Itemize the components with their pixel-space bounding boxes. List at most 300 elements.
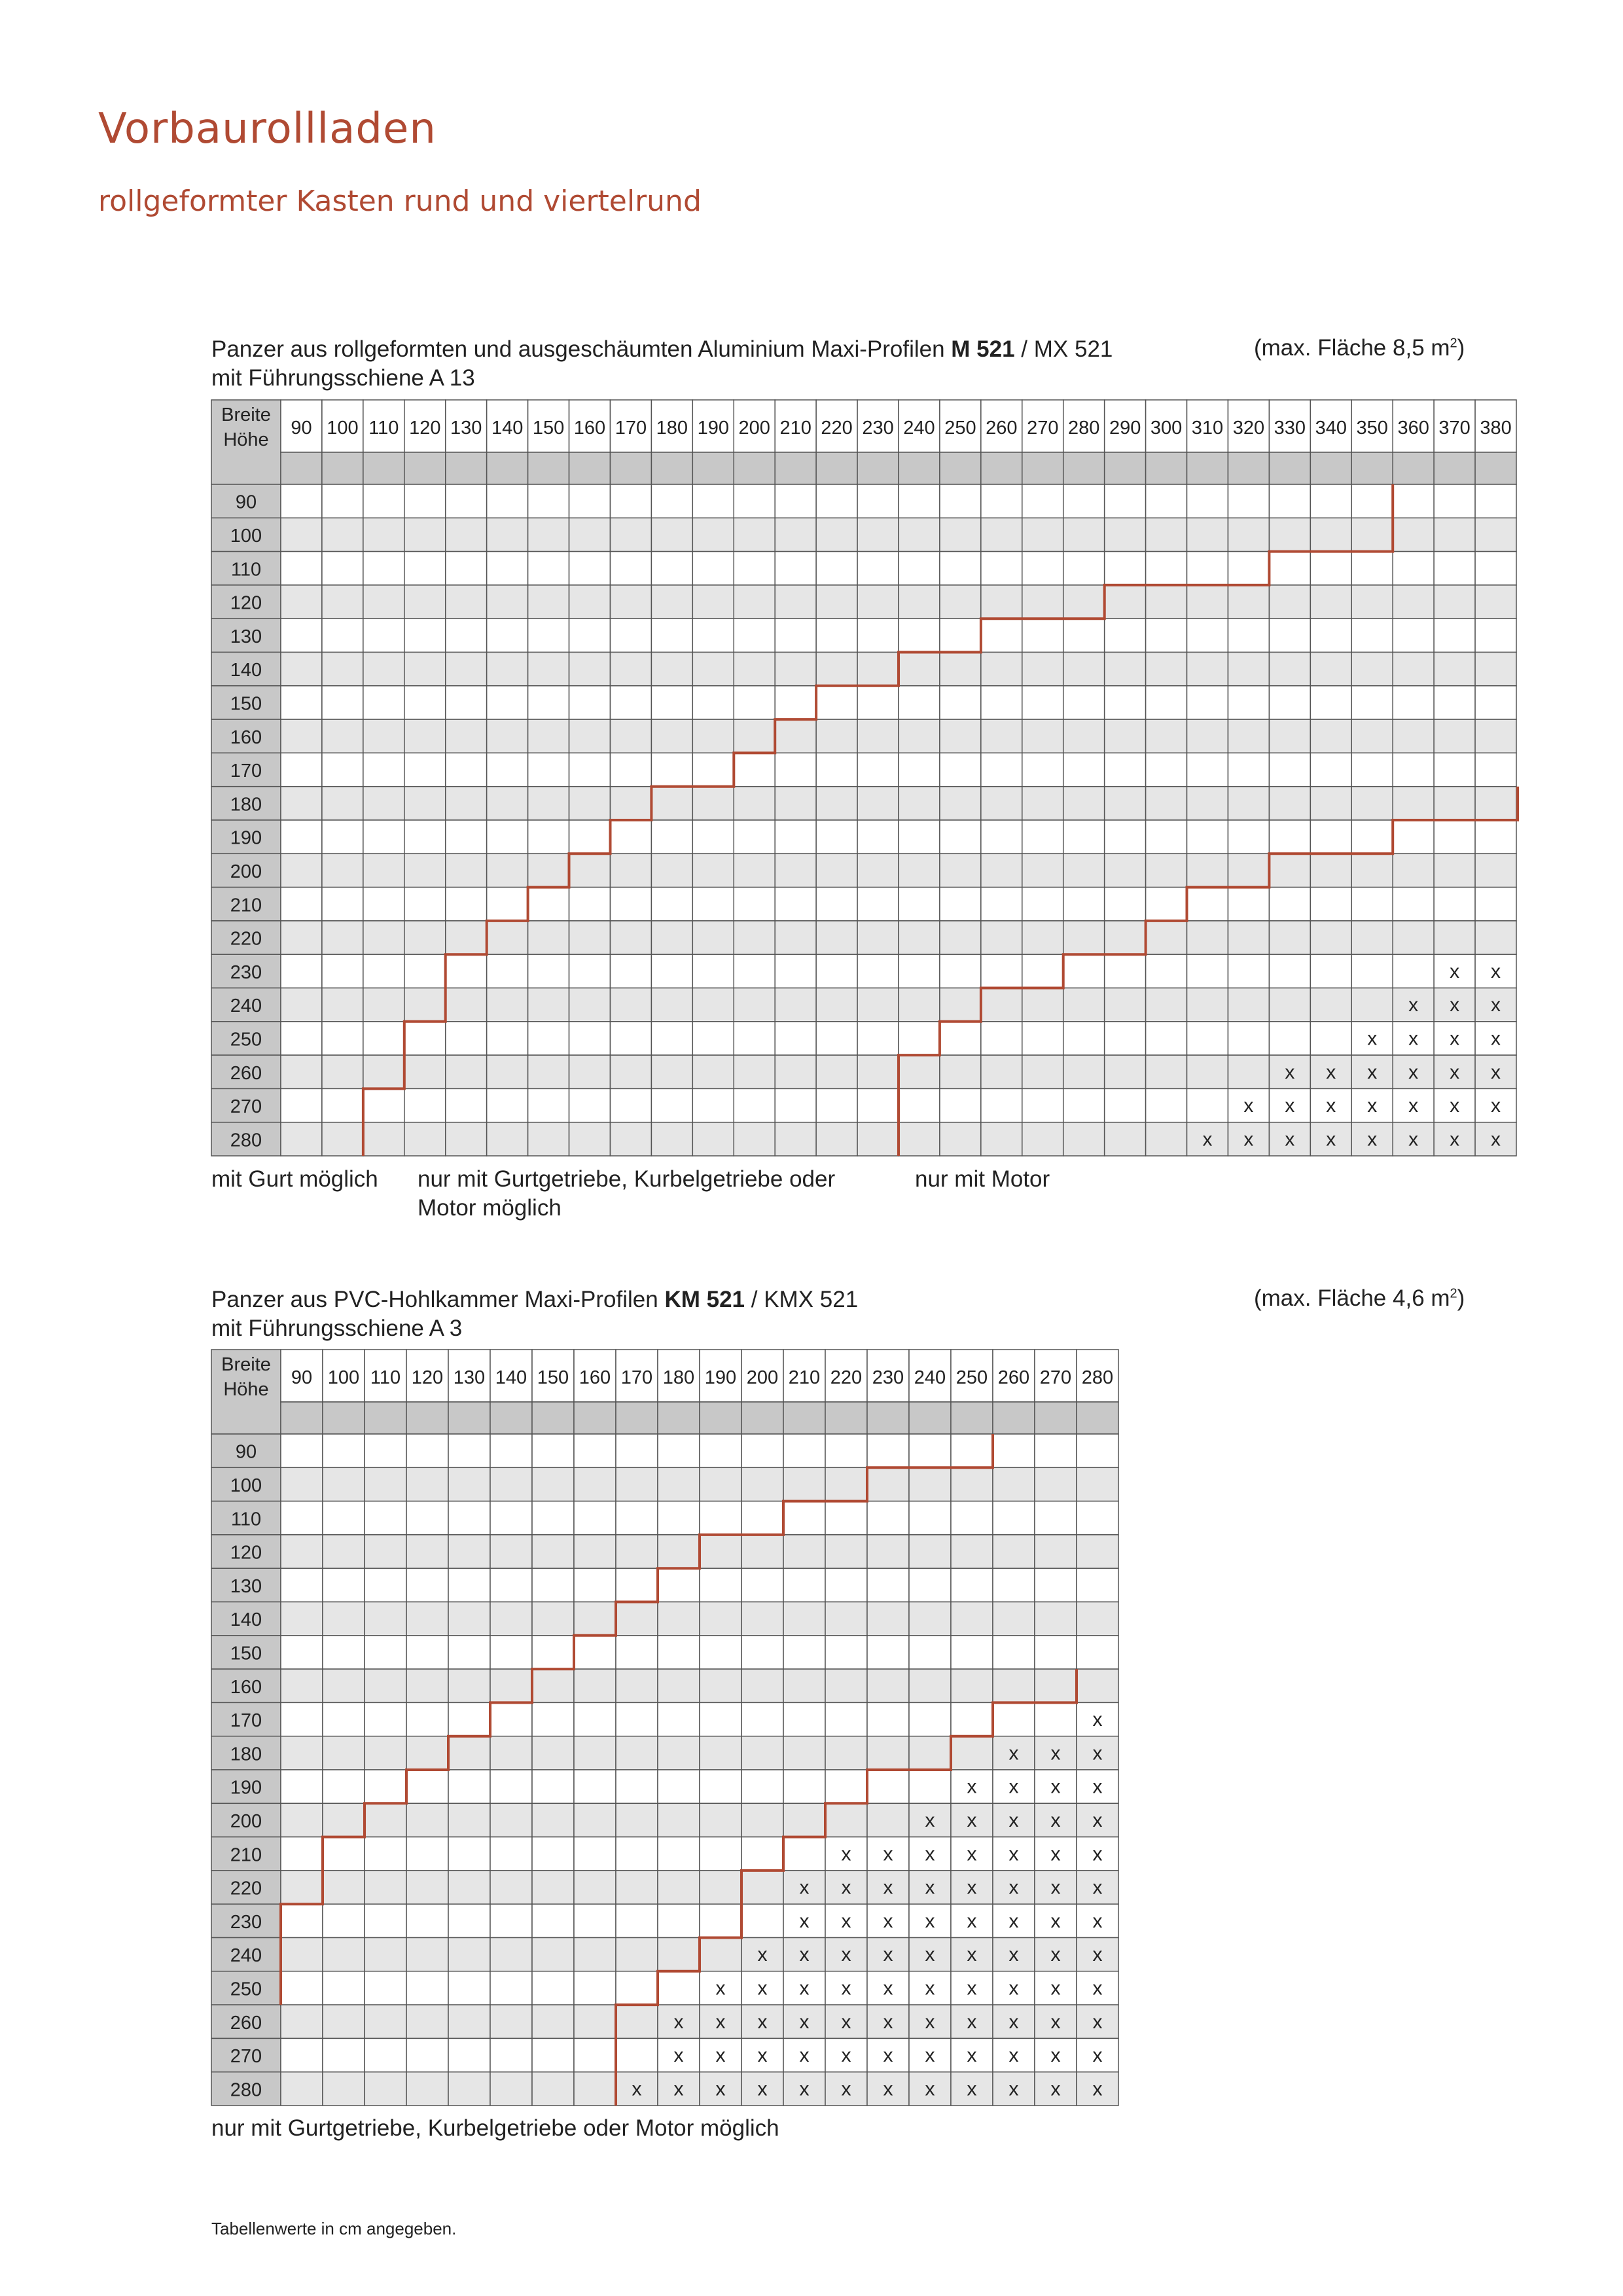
table-cell [532, 1971, 574, 2005]
table-cell [532, 1467, 574, 1501]
table-cell [532, 1803, 574, 1837]
table-cell [490, 1803, 532, 1837]
table-cell [448, 1938, 490, 1971]
not-possible-mark: x [1285, 1128, 1295, 1151]
table2-max-area-text: (max. Fläche 4,6 m [1254, 1285, 1450, 1311]
table-cell [867, 1602, 909, 1636]
table-cell [490, 1535, 532, 1568]
table-cell [574, 2072, 616, 2106]
not-possible-mark: x [799, 1910, 810, 1932]
table-cell [783, 1803, 825, 1837]
table-cell [281, 1568, 323, 1602]
table-cell [700, 1501, 741, 1535]
width-header-label: 250 [955, 1367, 988, 1388]
table-cell [741, 1837, 783, 1871]
table-cell [658, 1501, 700, 1535]
not-possible-mark: x [841, 2078, 851, 2100]
not-possible-mark: x [883, 2078, 893, 2100]
height-label: 260 [230, 1062, 262, 1084]
table-cell [700, 1535, 741, 1568]
not-possible-mark: x [1008, 1944, 1019, 1966]
header-spacer-cell [867, 1402, 909, 1434]
width-header-label: 190 [704, 1367, 737, 1388]
table-cell [323, 1736, 365, 1770]
height-label: 160 [230, 1676, 262, 1698]
header-spacer-cell [574, 1402, 616, 1434]
table1-caption-profile: M 521 [951, 336, 1015, 362]
table-cell [741, 1535, 783, 1568]
table-cell [616, 2005, 658, 2038]
table-cell [365, 1938, 406, 1971]
table-cell [365, 1971, 406, 2005]
header-spacer-cell [783, 1402, 825, 1434]
table-cell [993, 1535, 1035, 1568]
table-cell [616, 1971, 658, 2005]
table-cell [406, 1770, 448, 1803]
table-cell [616, 1904, 658, 1937]
height-label: 150 [230, 693, 262, 715]
table-cell [825, 1568, 867, 1602]
not-possible-mark: x [757, 2045, 768, 2067]
table-cell [323, 1434, 365, 1467]
width-header-label: 240 [914, 1367, 946, 1388]
table-cell [867, 1501, 909, 1535]
header-spacer-cell [741, 1402, 783, 1434]
table-cell [323, 1669, 365, 1702]
table-cell [574, 1770, 616, 1803]
table-cell [365, 2005, 406, 2038]
table-cell [448, 1904, 490, 1937]
table-cell [783, 1501, 825, 1535]
table-cell [1035, 1669, 1077, 1702]
height-label: 220 [230, 928, 262, 950]
not-possible-mark: x [1092, 2011, 1103, 2033]
table-cell [365, 1702, 406, 1736]
table-cell [406, 1669, 448, 1702]
table-cell [448, 1971, 490, 2005]
table2-note-getriebe [211, 2114, 779, 2143]
table-cell [700, 1702, 741, 1736]
table-cell [700, 1938, 741, 1971]
not-possible-mark: x [967, 1977, 977, 2000]
table-cell [700, 1803, 741, 1837]
table-cell [909, 1736, 951, 1770]
table-cell [281, 1871, 323, 1904]
width-header-label: 150 [532, 418, 565, 439]
table-cell [281, 1770, 323, 1803]
width-header-label: 90 [291, 1367, 313, 1388]
table-cell [616, 1568, 658, 1602]
table-cell [909, 1467, 951, 1501]
width-header-label: 330 [1274, 418, 1306, 439]
table-cell [365, 1467, 406, 1501]
not-possible-mark: x [883, 1977, 893, 2000]
table-cell [281, 1938, 323, 1971]
table-cell [741, 1434, 783, 1467]
width-header-label: 250 [944, 418, 976, 439]
not-possible-mark: x [883, 1944, 893, 1966]
width-header-label: 210 [788, 1367, 821, 1388]
not-possible-mark: x [1008, 1977, 1019, 2000]
header-spacer-cell [406, 1402, 448, 1434]
height-label: 200 [230, 1810, 262, 1832]
not-possible-mark: x [925, 1843, 935, 1865]
width-header-label: 90 [291, 418, 312, 439]
not-possible-mark: x [967, 1876, 977, 1899]
table-cell [365, 1770, 406, 1803]
not-possible-mark: x [1008, 2078, 1019, 2100]
table-cell [741, 1904, 783, 1937]
table-cell [1077, 1535, 1118, 1568]
not-possible-mark: x [1491, 1128, 1501, 1151]
not-possible-mark: x [715, 2078, 726, 2100]
table-cell [448, 1501, 490, 1535]
table-cell [909, 1501, 951, 1535]
table-cell [700, 1602, 741, 1636]
header-spacer-cell [909, 1402, 951, 1434]
not-possible-mark: x [1408, 994, 1419, 1016]
table-cell [700, 1669, 741, 1702]
table-cell [490, 1501, 532, 1535]
table-cell [909, 1602, 951, 1636]
not-possible-mark: x [1050, 1876, 1061, 1899]
not-possible-mark: x [1008, 2045, 1019, 2067]
width-header-label: 140 [491, 418, 524, 439]
width-header-label: 180 [656, 418, 688, 439]
not-possible-mark: x [1050, 2045, 1061, 2067]
not-possible-mark: x [1092, 2045, 1103, 2067]
table-cell [281, 1837, 323, 1871]
not-possible-mark: x [1285, 1095, 1295, 1117]
width-header-label: 130 [450, 418, 482, 439]
table2-caption-text: Panzer aus PVC-Hohlkammer Maxi-Profilen [211, 1287, 665, 1312]
height-label: 90 [235, 492, 257, 513]
table-cell [741, 1871, 783, 1904]
table-cell [867, 1636, 909, 1669]
table-cell [490, 1770, 532, 1803]
table-cell [741, 1501, 783, 1535]
table-cell [406, 1467, 448, 1501]
table1-max-area-close: ) [1457, 335, 1465, 361]
not-possible-mark: x [1050, 1742, 1061, 1765]
not-possible-mark: x [1008, 1843, 1019, 1865]
table-cell [406, 1837, 448, 1871]
table-cell [616, 1837, 658, 1871]
header-spacer-cell [993, 1402, 1035, 1434]
table-cell [281, 1602, 323, 1636]
table-cell [281, 1803, 323, 1837]
table-cell [1077, 1568, 1118, 1602]
table-cell [741, 1669, 783, 1702]
table-cell [658, 1467, 700, 1501]
width-header-label: 130 [453, 1367, 486, 1388]
table-cell [532, 1501, 574, 1535]
table-cell [783, 1669, 825, 1702]
table-cell [658, 1904, 700, 1937]
table-cell [741, 1736, 783, 1770]
table-cell [323, 1904, 365, 1937]
table-cell [323, 1938, 365, 1971]
not-possible-mark: x [1092, 1843, 1103, 1865]
table-cell [909, 1434, 951, 1467]
table-cell [281, 1501, 323, 1535]
table-cell [658, 1535, 700, 1568]
table-cell [532, 1535, 574, 1568]
header-spacer-cell [281, 1402, 323, 1434]
width-header-label: 280 [1068, 418, 1100, 439]
table-cell [825, 1467, 867, 1501]
table1-max-area-sup: 2 [1450, 336, 1457, 351]
not-possible-mark: x [841, 2011, 851, 2033]
table1-caption-alt-profile: / MX 521 [1014, 336, 1113, 362]
table-cell [574, 1871, 616, 1904]
not-possible-mark: x [715, 2011, 726, 2033]
not-possible-mark: x [757, 1977, 768, 2000]
not-possible-mark: x [1367, 1061, 1378, 1083]
table-cell [574, 1837, 616, 1871]
table-cell [616, 1434, 658, 1467]
table-cell [825, 1702, 867, 1736]
not-possible-mark: x [967, 1944, 977, 1966]
table-cell [616, 2038, 658, 2072]
not-possible-mark: x [883, 1876, 893, 1899]
table-cell [532, 1636, 574, 1669]
table-cell [406, 1971, 448, 2005]
not-possible-mark: x [883, 2011, 893, 2033]
table-cell [867, 1770, 909, 1803]
table-cell [323, 1971, 365, 2005]
not-possible-mark: x [757, 1944, 768, 1966]
table1-note-motor-line: nur mit Motor [915, 1166, 1050, 1192]
table-cell [365, 1636, 406, 1669]
not-possible-mark: x [1491, 994, 1501, 1016]
not-possible-mark: x [1050, 2078, 1061, 2100]
not-possible-mark: x [1491, 1095, 1501, 1117]
table-cell [825, 1501, 867, 1535]
not-possible-mark: x [1050, 1944, 1061, 1966]
width-header-label: 300 [1150, 418, 1183, 439]
not-possible-mark: x [1450, 1061, 1460, 1083]
not-possible-mark: x [1491, 960, 1501, 982]
width-header-label: 280 [1081, 1367, 1114, 1388]
table-cell [406, 2005, 448, 2038]
not-possible-mark: x [925, 1944, 935, 1966]
table-cell [825, 1770, 867, 1803]
height-label: 100 [230, 525, 262, 547]
header-spacer-cell [825, 1402, 867, 1434]
width-header-label: 210 [779, 418, 812, 439]
table-cell [490, 1736, 532, 1770]
header-spacer-cell [1035, 1402, 1077, 1434]
not-possible-mark: x [925, 1910, 935, 1932]
table-cell [490, 1971, 532, 2005]
table-cell [867, 1669, 909, 1702]
table1-caption-rail: mit Führungsschiene A 13 [211, 365, 475, 391]
table-cell [365, 1736, 406, 1770]
table-cell [323, 1803, 365, 1837]
table-cell [658, 1938, 700, 1971]
width-header-label: 370 [1438, 418, 1471, 439]
corner-label-height: Höhe [223, 1379, 269, 1400]
not-possible-mark: x [1450, 1095, 1460, 1117]
table-cell [909, 1535, 951, 1568]
not-possible-mark: x [1243, 1095, 1254, 1117]
table-cell [1035, 1434, 1077, 1467]
table-cell [406, 1636, 448, 1669]
width-header-label: 260 [997, 1367, 1030, 1388]
table-cell [365, 1535, 406, 1568]
table-cell [406, 1904, 448, 1937]
table-cell [993, 1602, 1035, 1636]
not-possible-mark: x [841, 1843, 851, 1865]
table-cell [281, 1904, 323, 1937]
table-cell [574, 1904, 616, 1937]
table-cell [532, 1568, 574, 1602]
not-possible-mark: x [673, 2045, 684, 2067]
table-cell [783, 1602, 825, 1636]
table-cell [574, 1636, 616, 1669]
not-possible-mark: x [1450, 1028, 1460, 1050]
table-cell [574, 2038, 616, 2072]
table-cell [951, 1736, 993, 1770]
table-cell [406, 2038, 448, 2072]
table-cell [783, 1535, 825, 1568]
table-cell [490, 1568, 532, 1602]
table1-note-gurt-line: mit Gurt möglich [211, 1166, 378, 1192]
not-possible-mark: x [925, 1809, 935, 1831]
table-cell [323, 1602, 365, 1636]
not-possible-mark: x [1408, 1061, 1419, 1083]
header-spacer-cell [1077, 1402, 1118, 1434]
table-cell [406, 1736, 448, 1770]
not-possible-mark: x [799, 2045, 810, 2067]
not-possible-mark: x [1326, 1061, 1336, 1083]
table-cell [1035, 1467, 1077, 1501]
table-cell [406, 1803, 448, 1837]
table-cell [490, 1904, 532, 1937]
table2-caption-rail: mit Führungsschiene A 3 [211, 1316, 463, 1341]
not-possible-mark: x [1092, 1776, 1103, 1798]
table-cell [783, 1467, 825, 1501]
table-cell [574, 1467, 616, 1501]
table1-note-getriebe-line1: nur mit Gurtgetriebe, Kurbelgetriebe oder [418, 1166, 836, 1192]
not-possible-mark: x [1450, 1128, 1460, 1151]
table-cell [616, 1501, 658, 1535]
not-possible-mark: x [1008, 1809, 1019, 1831]
table-cell [323, 1702, 365, 1736]
width-header-label: 220 [821, 418, 853, 439]
table-cell [490, 1837, 532, 1871]
table-cell [406, 2072, 448, 2106]
height-label: 100 [230, 1475, 262, 1496]
corner-label-width: Breite [221, 1354, 271, 1375]
table-cell [406, 1702, 448, 1736]
table-cell [365, 1803, 406, 1837]
table-cell [406, 1568, 448, 1602]
height-label: 230 [230, 1911, 262, 1933]
not-possible-mark: x [1050, 1977, 1061, 2000]
footer-note: Tabellenwerte in cm angegeben. [211, 2219, 457, 2238]
height-label: 240 [230, 1945, 262, 1967]
table-cell [867, 1702, 909, 1736]
header-spacer-cell [448, 1402, 490, 1434]
table-cell [909, 1568, 951, 1602]
width-header-label: 220 [830, 1367, 863, 1388]
table-cell [658, 1770, 700, 1803]
not-possible-mark: x [1408, 1095, 1419, 1117]
height-label: 190 [230, 1777, 262, 1799]
table-cell [616, 1736, 658, 1770]
table-cell [700, 1636, 741, 1669]
not-possible-mark: x [1367, 1128, 1378, 1151]
not-possible-mark: x [1050, 2011, 1061, 2033]
table-cell [448, 2005, 490, 2038]
not-possible-mark: x [1008, 2011, 1019, 2033]
table1-max-area-text: (max. Fläche 8,5 m [1254, 335, 1450, 361]
table-cell [365, 1501, 406, 1535]
table-cell [783, 1770, 825, 1803]
table-cell [700, 1904, 741, 1937]
table-cell [448, 1770, 490, 1803]
table-cell [406, 1434, 448, 1467]
not-possible-mark: x [1050, 1910, 1061, 1932]
table-cell [365, 1669, 406, 1702]
table-cell [406, 1602, 448, 1636]
not-possible-mark: x [1367, 1028, 1378, 1050]
table-cell [448, 1434, 490, 1467]
table-cell [1077, 1434, 1118, 1467]
not-possible-mark: x [1092, 1944, 1103, 1966]
table-cell [490, 1602, 532, 1636]
not-possible-mark: x [1092, 2078, 1103, 2100]
not-possible-mark: x [673, 2011, 684, 2033]
table-cell [658, 1434, 700, 1467]
table-cell [616, 1535, 658, 1568]
table-cell [741, 1803, 783, 1837]
table-cell [490, 1871, 532, 1904]
table-cell [406, 1871, 448, 1904]
not-possible-mark: x [1050, 1809, 1061, 1831]
not-possible-mark: x [1408, 1028, 1419, 1050]
table-cell [323, 1568, 365, 1602]
width-header-label: 350 [1356, 418, 1388, 439]
table-cell [616, 1636, 658, 1669]
table-cell [1077, 1467, 1118, 1501]
table-cell [532, 2005, 574, 2038]
table-cell [658, 1602, 700, 1636]
width-header-label: 230 [862, 418, 894, 439]
table-cell [658, 1636, 700, 1669]
table-cell [448, 1669, 490, 1702]
table-cell [700, 1770, 741, 1803]
table-cell [993, 1568, 1035, 1602]
table-cell [532, 1837, 574, 1871]
not-possible-mark: x [1008, 1876, 1019, 1899]
height-label: 110 [230, 1509, 262, 1530]
height-label: 270 [230, 1096, 262, 1118]
table-cell [448, 1736, 490, 1770]
not-possible-mark: x [841, 1944, 851, 1966]
width-header-label: 270 [1039, 1367, 1072, 1388]
not-possible-mark: x [1050, 1843, 1061, 1865]
table-cell [574, 1535, 616, 1568]
table2-caption-profile: KM 521 [664, 1287, 745, 1312]
table-cell [825, 1434, 867, 1467]
height-label: 120 [230, 1542, 262, 1564]
not-possible-mark: x [841, 1910, 851, 1932]
table-cell [993, 1434, 1035, 1467]
not-possible-mark: x [967, 2045, 977, 2067]
